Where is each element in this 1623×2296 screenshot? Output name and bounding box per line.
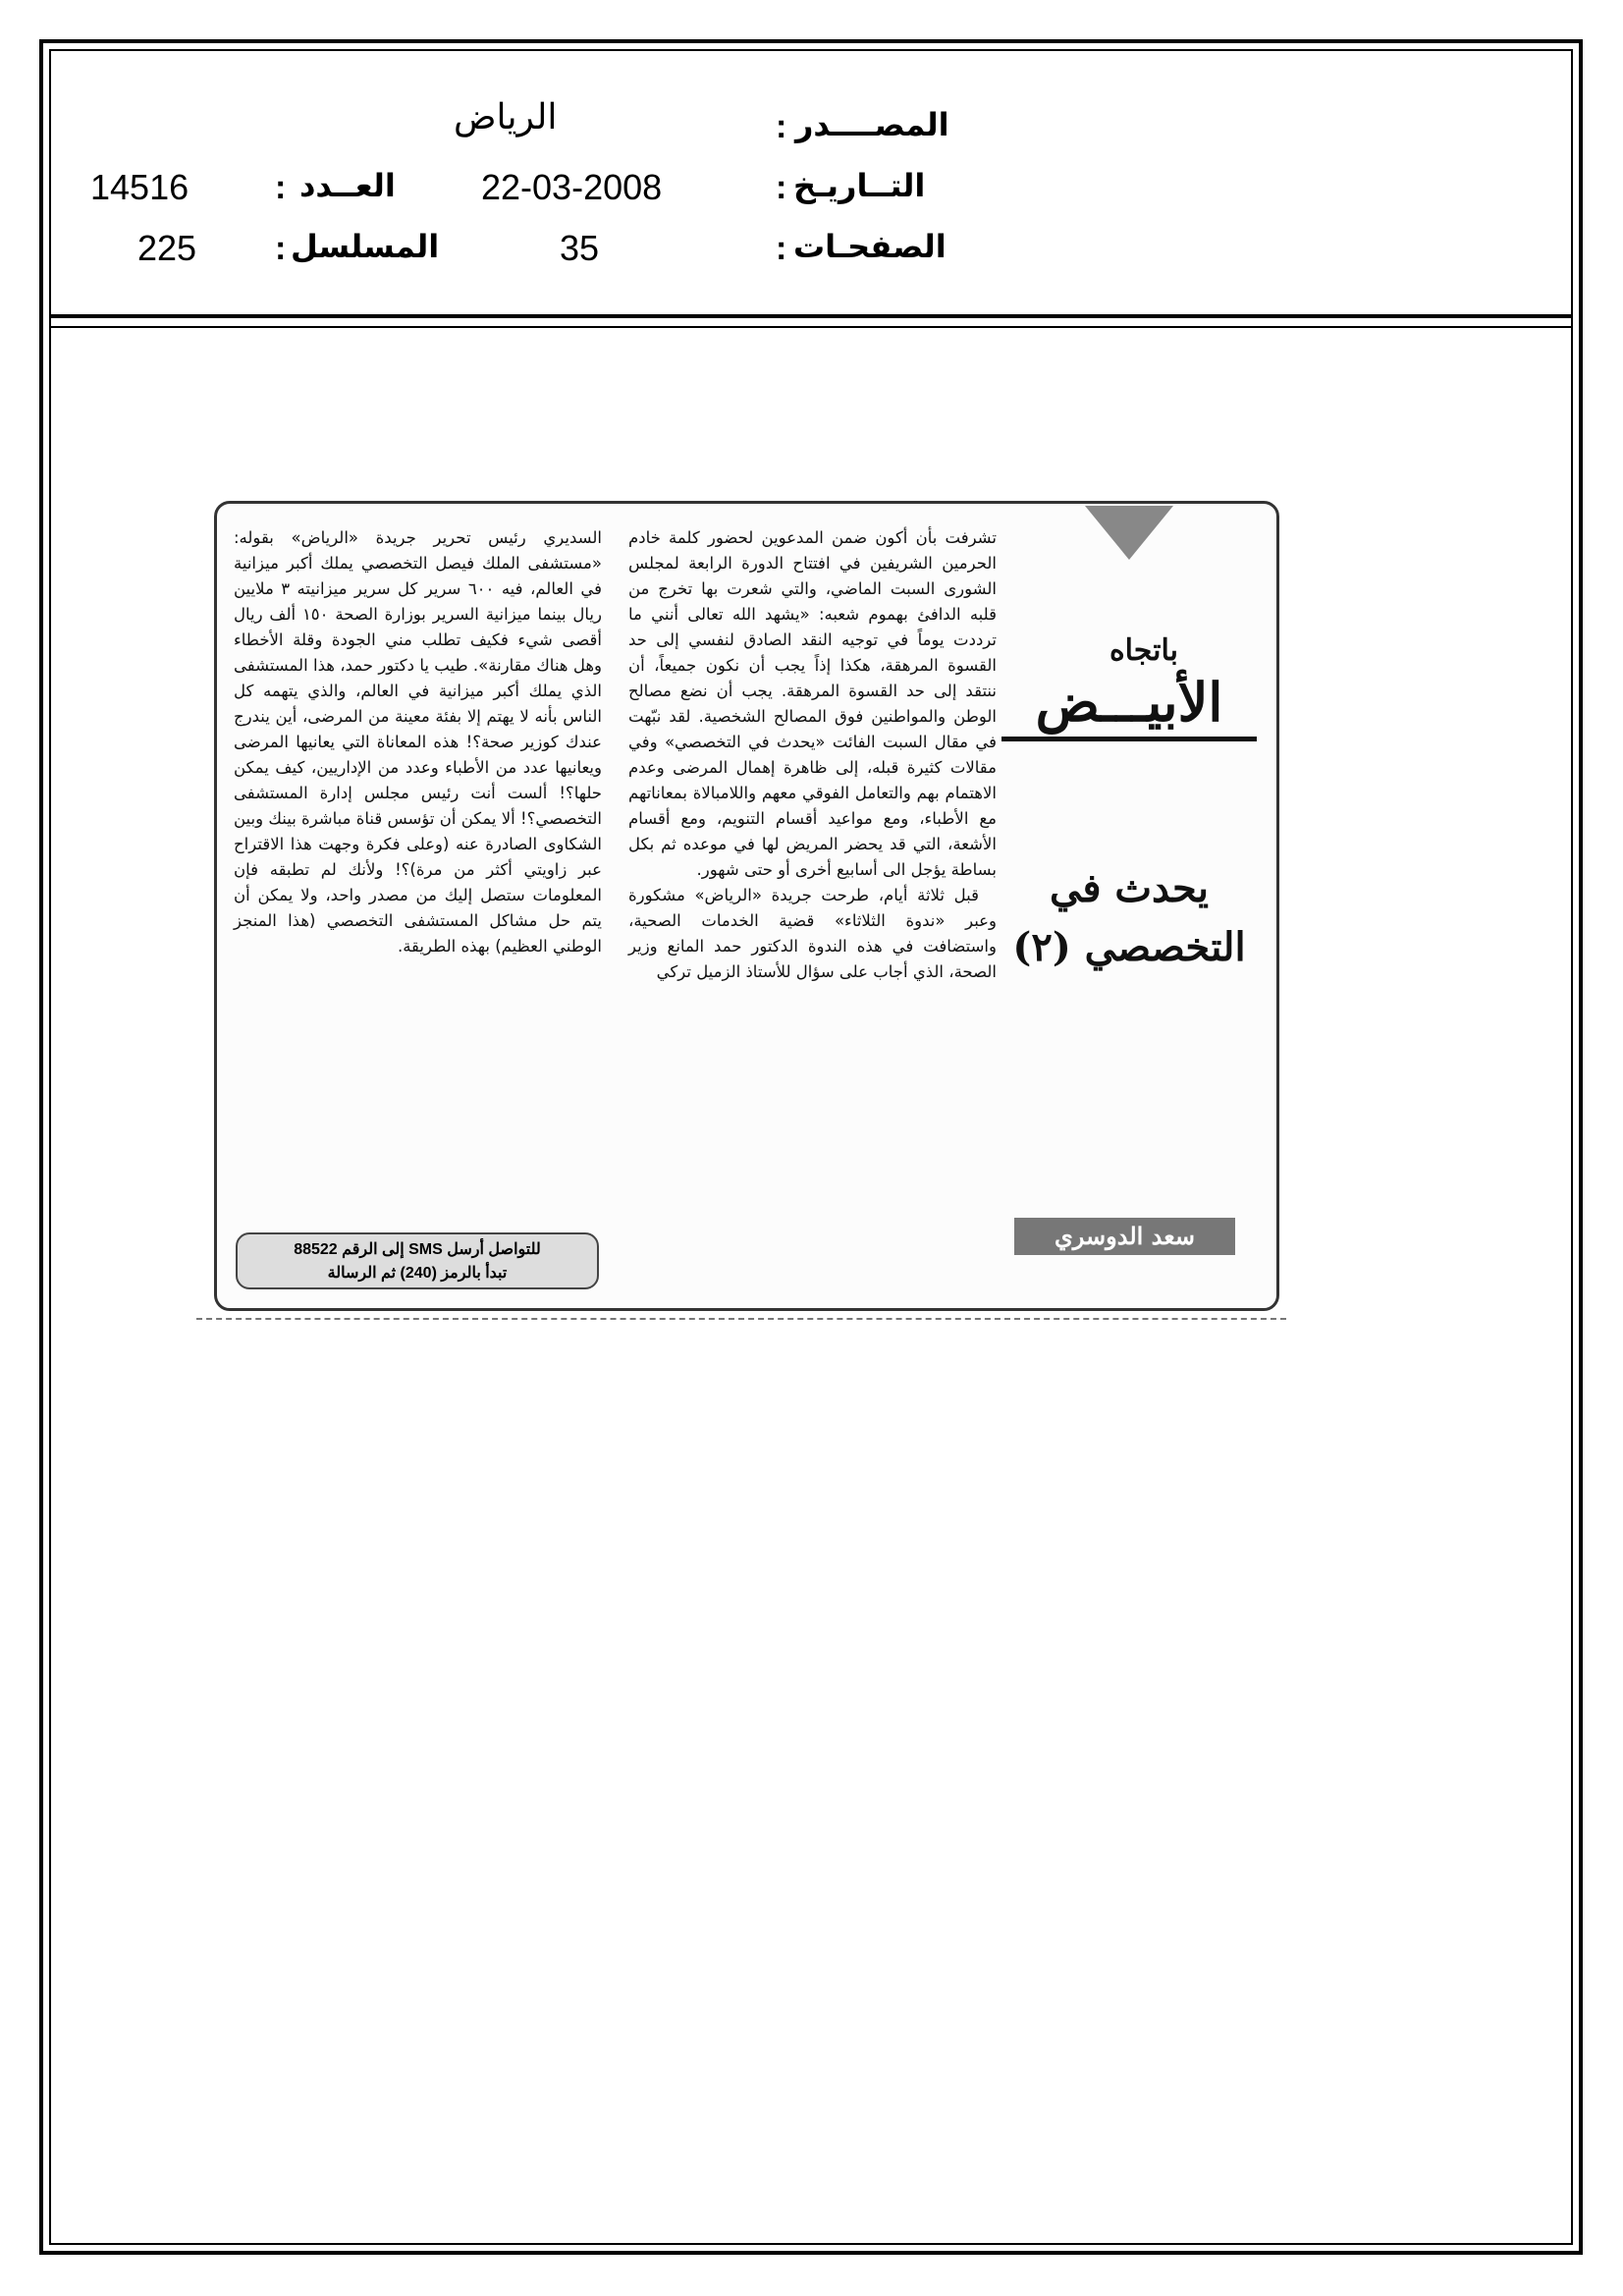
article-column-right <box>628 525 997 985</box>
source-label: المصــــدر <box>795 106 949 143</box>
issue-label: العــدد <box>299 167 396 204</box>
date-value: 22-03-2008 <box>481 167 663 207</box>
paragraph: السديري رئيس تحرير جريدة «الرياض» بقوله: «مستشفى الملك فيصل التخصصي يملك أكبر ميزانية في العالم، فيه ٦٠٠ سرير كل سرير ميزانيته ٣ ملايين ريال بينما ميزانية السرير بوزارة الصحة ١٥٠ ألف ريال أقصى شيء فكيف تطلب مني الجودة وقلة الأخطاء وهل هناك مقارنة». طيب يا دكتور حمد، هذا المستشفى الذي يملك أكبر ميزانية في العالم، والذي يتهمه كل الناس بأنه لا يهتم إلا بفئة معينة من المرضى، أين يندرج عندك كوزير صحة؟! هذه المعاناة التي يعانيها المرضى ويعانيها عدد من الأطباء وعدد من الإداريين، كيف يمكن حلها؟! ألست أنت رئيس مجلس إدارة المستشفى التخصصي؟! ألا يمكن أن تؤسس قناة مباشرة بينك وبين الشكاوى الصادرة عنه (وعلى فكرة وجهت هذا الاقتراح عبر زاويتي أكثر من مرة)؟! ولأنك لم تطبقه فإن المعلومات ستصل إليك من مصدر واحد، ولا يمكن أن يتم حل مشاكل المستشفى التخصصي (هذا المنجز الوطني العظيم) بهذه الطريقة. <box>234 528 602 956</box>
source-colon: : <box>776 108 787 145</box>
clipping-bottom-edge <box>196 1318 1286 1322</box>
column-kicker: باتجاه <box>1109 633 1179 668</box>
column-name: الأبيـــض <box>1001 668 1257 741</box>
corner-triangle-ornament <box>1085 506 1173 560</box>
pages-value: 35 <box>560 228 600 268</box>
source-value: الرياض <box>454 96 558 137</box>
paragraph: قبل ثلاثة أيام، طرحت جريدة «الرياض» مشكورة وعبر «ندوة الثلاثاء» قضية الخدمات الصحية، واستضافت في هذه الندوة الدكتور حمد المانع وزير الصحة، الذي أجاب على سؤال للأستاذ الزميل تركي <box>628 886 997 981</box>
newspaper-clipping <box>196 496 1286 1321</box>
issue-colon: : <box>275 169 287 206</box>
date-colon: : <box>776 169 787 206</box>
pages-colon: : <box>776 230 787 267</box>
serial-label: المسلسل <box>291 228 440 265</box>
serial-value: 225 <box>137 228 197 268</box>
sms-contact-box <box>236 1232 599 1289</box>
issue-value: 14516 <box>90 167 189 207</box>
paragraph: تشرفت بأن أكون ضمن المدعوين لحضور كلمة خادم الحرمين الشريفين في افتتاح الدورة الرابعة لمجلس الشورى السبت الماضي، والتي شعرت بها تخرج من قلبه الدافئ بهموم شعبه: «يشهد الله تعالى أنني ما ترددت يوماً في توجيه النقد الصادق لنفسي إلى حد القسوة المرهقة، هكذا إذاً يجب أن نكون جميعاً، أن ننتقد إلى حد القسوة المرهقة. يجب أن نضع مصالح الوطن والمواطنين فوق المصالح الشخصية. لقد نبّهت في مقال السبت الفائت «يحدث في التخصصي» وفي مقالات كثيرة قبله، إلى ظاهرة إهمال المرضى وعدم الاهتمام بهم والتعامل الفوقي معهم واللامبالاة بمعاناتهم مع الأطباء، ومع مواعيد أقسام التنويم، ومع أقسام الأشعة، التي قد يحضر المريض لها في موعده ثم بكل بساطة يؤجل الى أسابيع أخرى أو حتى شهور. <box>628 528 997 879</box>
pages-label: الصفحـات <box>793 228 947 265</box>
headline: يحدث في التخصصي (٢) <box>1012 865 1246 970</box>
sms-line: تبدأ بالرمز (240) ثم الرسالة <box>327 1265 508 1282</box>
article-column-left <box>234 525 602 959</box>
date-label: التــاريـخ <box>793 167 926 204</box>
sms-line: للتواصل أرسل SMS إلى الرقم 88522 <box>294 1241 541 1258</box>
byline: سعد الدوسري <box>1014 1218 1235 1255</box>
serial-colon: : <box>275 230 287 267</box>
header-separator <box>49 314 1573 328</box>
